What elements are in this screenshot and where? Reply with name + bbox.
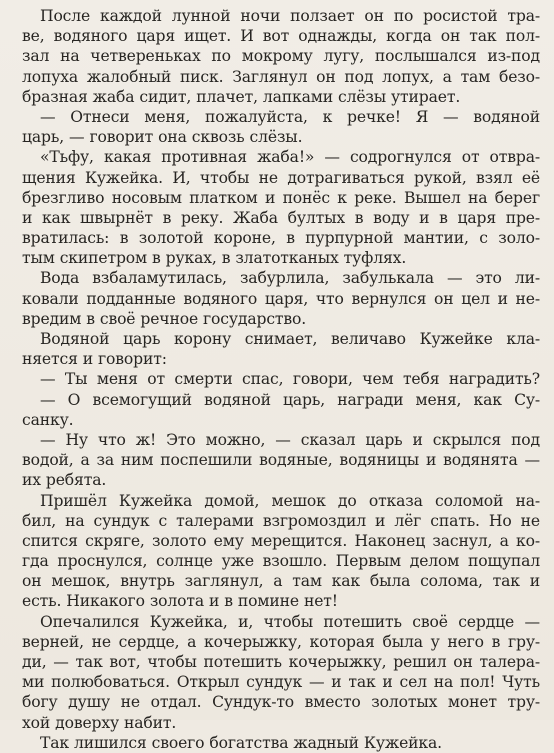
text-line: он мешок, внутрь заглянул, а там как была солома, так и bbox=[22, 572, 540, 591]
text-line: царь, — говорит она сквозь слёзы. bbox=[22, 128, 303, 147]
text-line: ми полюбоваться. Открыл сундук — и так и сел на пол! Чуть bbox=[22, 673, 540, 692]
text-line: лопуха жалобный писк. Заглянул он под лопух, а там безо- bbox=[22, 67, 540, 86]
text-line: После каждой лунной ночи ползает он по росистой тра- bbox=[40, 7, 540, 25]
text-line: — Отнеси меня, пожалуйста, к речке! Я — водяной bbox=[40, 107, 540, 126]
text-line: брезгливо носовым платком и понёс к реке. Вышел на берег bbox=[22, 188, 540, 207]
text-line: щения Кужейка. И, чтобы не дотрагиваться рукой, взял её bbox=[22, 168, 540, 187]
text-line: — Ты меня от смерти спас, говори, чем тебя наградить? bbox=[40, 370, 540, 389]
text-line: Водяной царь корону снимает, величаво Кужейке кла- bbox=[40, 330, 540, 348]
text-line: их ребята. bbox=[22, 471, 107, 490]
text-line: ковали подданные водяного царя, что вернулся он цел и не- bbox=[22, 289, 540, 308]
text-line: — О всемогущий водяной царь, награди меня, как Су- bbox=[40, 390, 540, 409]
text-line: и как швырнёт в реку. Жаба бултых в воду и в царя пре- bbox=[22, 208, 540, 227]
text-line: хой доверху набит. bbox=[22, 713, 177, 732]
text-line: няется и говорит: bbox=[22, 350, 167, 369]
text-line: спится скряге, золото ему мерещится. Наконец заснул, а ко- bbox=[22, 531, 540, 550]
text-line: вредим в своё речное государство. bbox=[22, 309, 307, 328]
text-line: верней, не сердце, а кочерыжку, которая была у него в гру- bbox=[22, 632, 540, 651]
text-line: «Тьфу, какая противная жаба!» — содрогнулся от отвра- bbox=[40, 148, 540, 167]
text-line: есть. Никакого золота и в помине нет! bbox=[22, 592, 338, 611]
text-line: бил, на сундук с талерами взгромоздил и лёг спать. Но не bbox=[22, 511, 540, 530]
text-line: зал на четвереньках по мокрому лугу, послышался из-под bbox=[22, 47, 540, 66]
text-line: Так лишился своего богатства жадный Кужейка. bbox=[40, 733, 442, 752]
story-text bbox=[0, 6, 554, 753]
text-line: вратилась: в золотой короне, в пурпурной мантии, с золо- bbox=[22, 229, 540, 248]
text-line: тым скипетром в руках, в златотканых туфлях. bbox=[22, 249, 407, 268]
text-line: Опечалился Кужейка, и, чтобы потешить своё сердце — bbox=[40, 612, 540, 631]
text-line: бразная жаба сидит, плачет, лапками слёзы утирает. bbox=[22, 87, 461, 106]
text-line: ди, — так вот, чтобы потешить кочерыжку, решил он талера- bbox=[22, 653, 540, 671]
text-line: ве, водяного царя ищет. И вот однажды, когда он так пол- bbox=[22, 27, 540, 46]
text-line: Пришёл Кужейка домой, мешок до отказа соломой на- bbox=[40, 491, 540, 510]
text-line: — Ну что ж! Это можно, — сказал царь и скрылся под bbox=[40, 430, 540, 449]
text-line: богу душу не отдал. Сундук-то вместо золотых монет тру- bbox=[22, 693, 540, 712]
text-line: водой, а за ним поспешили водяные, водяницы и водянята — bbox=[22, 451, 540, 470]
text-line: гда проснулся, солнце уже взошло. Первым делом пощупал bbox=[22, 552, 540, 571]
text-line: санку. bbox=[22, 410, 74, 429]
text-line: Вода взбаламутилась, забурлила, забулькала — это ли- bbox=[40, 269, 540, 288]
